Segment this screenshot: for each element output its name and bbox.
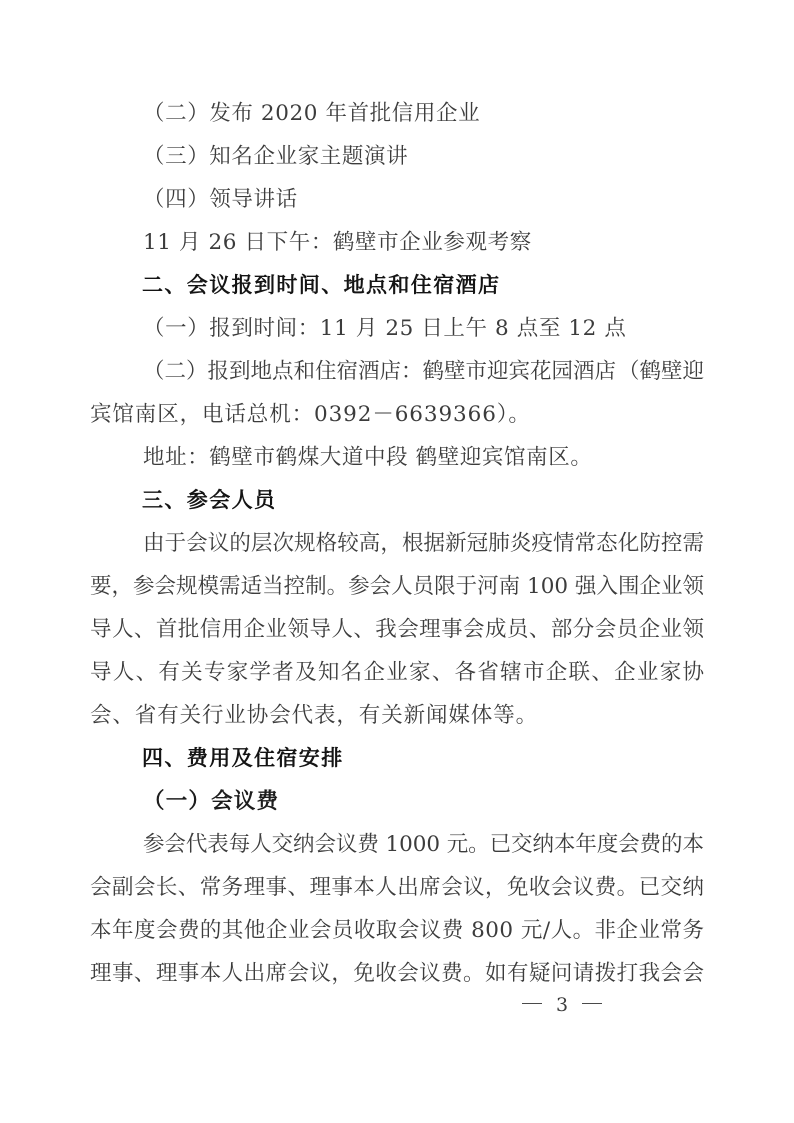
section-three-line-2-text: 要，参会规模需适当控制。参会人员限于河南 100 强入围企业领 [90, 574, 704, 599]
section-four-line-1-text: 参会代表每人交纳会议费 1000 元。已交纳本年度会费的本 [143, 832, 704, 857]
document-body [90, 92, 704, 995]
section-two-item-one: （一）报到时间：11 月 25 日上午 8 点至 12 点 [143, 316, 627, 341]
section-heading-three: 三、参会人员 [142, 488, 277, 512]
section-heading-two: 二、会议报到时间、地点和住宿酒店 [142, 273, 501, 297]
page-number-group [522, 994, 692, 1016]
section-two-item-two-text-a: （二）报到地点和住宿酒店：鹤壁市迎宾花园酒店 [143, 359, 617, 384]
section-three-para-line-1 [90, 522, 704, 565]
agenda-item-4: （四）领导讲话 [143, 187, 298, 212]
agenda-item-visit: 11 月 26 日下午：鹤壁市企业参观考察 [143, 230, 532, 255]
section-two-item-two-line1 [90, 350, 704, 393]
section-three-line-4-text: 导人、有关专家学者及知名企业家、各省辖市企联、企业家协 [90, 660, 706, 685]
footer-dash-left-icon [522, 1003, 542, 1004]
section-four-line-4-text: 理事、理事本人出席会议，免收会议费。如有疑问请拨打我会会 [90, 961, 705, 986]
section-three-line-1-text: 由于会议的层次规格较高，根据新冠肺炎疫情常态化防控需 [143, 531, 705, 556]
section-heading-four: 四、费用及住宿安排 [142, 746, 344, 770]
section-four-para-line-4 [90, 952, 704, 995]
section-four-line-2-text: 会副会长、常务理事、理事本人出席会议，免收会议费。已交纳 [90, 875, 705, 900]
agenda-item-3: （三）知名企业家主题演讲 [143, 144, 409, 169]
section-three-para-line-2 [90, 565, 704, 608]
section-three-para-line-4 [90, 651, 704, 694]
agenda-item-2: （二）发布 2020 年首批信用企业 [143, 101, 481, 126]
page-footer [0, 990, 794, 1016]
section-three-para-line-5: 会、省有关行业协会代表，有关新闻媒体等。 [90, 703, 539, 728]
section-four-para-line-3 [90, 909, 704, 952]
footer-dash-right-icon [582, 1003, 602, 1004]
section-four-subheading-one: （一）会议费 [143, 789, 280, 814]
section-four-para-line-1 [90, 823, 704, 866]
section-two-item-two-text-b: （鹤壁迎 [617, 359, 704, 384]
section-four-line-3-text: 本年度会费的其他企业会员收取会议费 800 元/人。非企业常务 [90, 918, 705, 943]
section-four-para-line-2 [90, 866, 704, 909]
section-three-line-3-text: 导人、首批信用企业领导人、我会理事会成员、部分会员企业领 [90, 617, 705, 642]
section-two-item-two-line2: 宾馆南区，电话总机：0392－6639366）。 [90, 402, 531, 427]
section-three-para-line-3 [90, 608, 704, 651]
page-number: 3 [555, 993, 569, 1016]
section-two-address: 地址：鹤壁市鹤煤大道中段 鹤壁迎宾馆南区。 [143, 445, 593, 470]
